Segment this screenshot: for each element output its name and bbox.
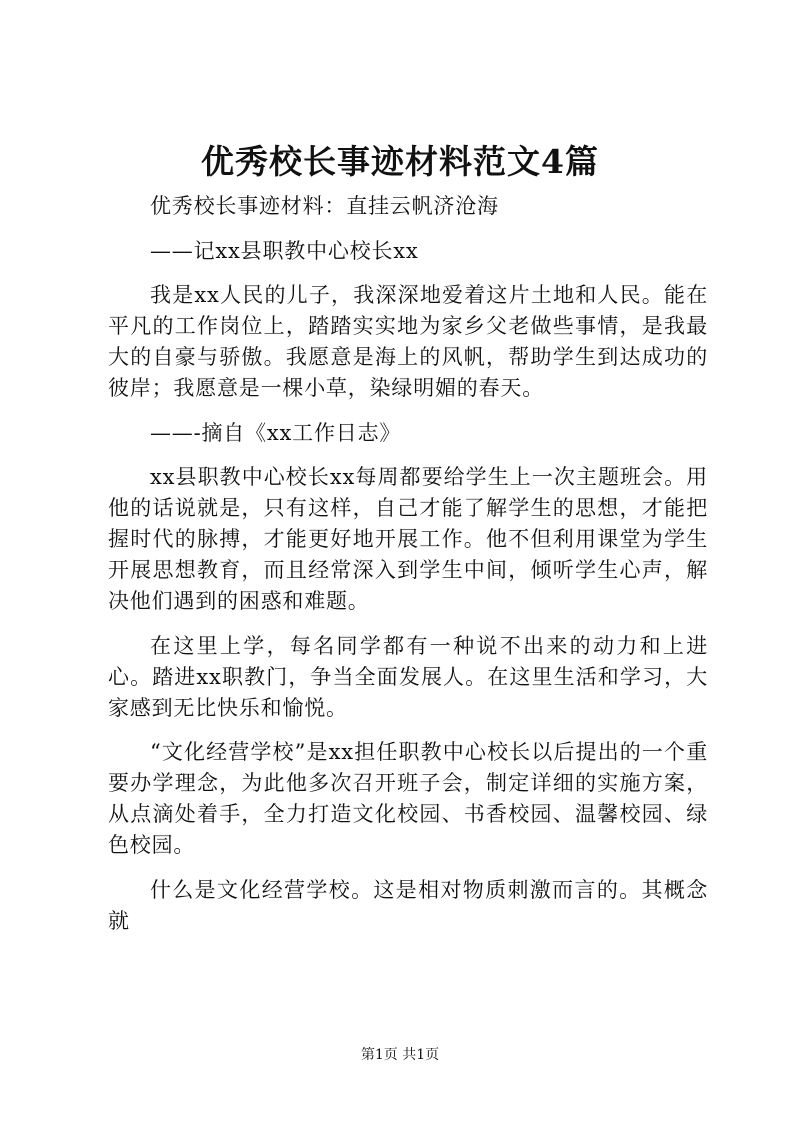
paragraph-body: “文化经营学校”是xx担任职教中心校长以后提出的一个重要办学理念，为此他多次召开班子会，制定详细的实施方案，从点滴处着手，全力打造文化校园、书香校园、温馨校园、绿色校园。: [108, 740, 708, 857]
paragraph-body: 什么是文化经营学校。这是相对物质刺激而言的。其概念就: [108, 877, 708, 933]
document-title: 优秀校长事迹材料范文4篇: [201, 142, 599, 181]
paragraph-body: xx县职教中心校长xx每周都要给学生上一次主题班会。用他的话说就是，只有这样，自己才能了解学生的思想，才能把握时代的脉搏，才能更好地开展工作。他不但利用课堂为学生开展思想教育，而且经常深入到学生中间，倾听学生心声，解决他们遇到的困惑和难题。: [108, 465, 708, 613]
paragraph-subtitle: 优秀校长事迹材料：直挂云帆济沧海: [150, 194, 499, 218]
paragraph-quote-source: ——-摘自《xx工作日志》: [150, 420, 402, 445]
paragraph-quote: 我是xx人民的儿子，我深深地爱着这片土地和人民。能在平凡的工作岗位上，踏踏实实地为家乡父老做些事情，是我最大的自豪与骄傲。我愿意是海上的风帆，帮助学生到达成功的彼岸；我愿意是一棵小草，染绿明媚的春天。: [108, 283, 708, 400]
paragraph-body: 在这里上学，每名同学都有一种说不出来的动力和上进心。踏进xx职教门，争当全面发展人。在这里生活和学习，大家感到无比快乐和愉悦。: [108, 633, 708, 720]
paragraph-byline: ——记xx县职教中心校长xx: [150, 238, 419, 263]
page-number-footer: 第1页 共1页: [360, 1047, 440, 1063]
document-body: [108, 191, 708, 950]
